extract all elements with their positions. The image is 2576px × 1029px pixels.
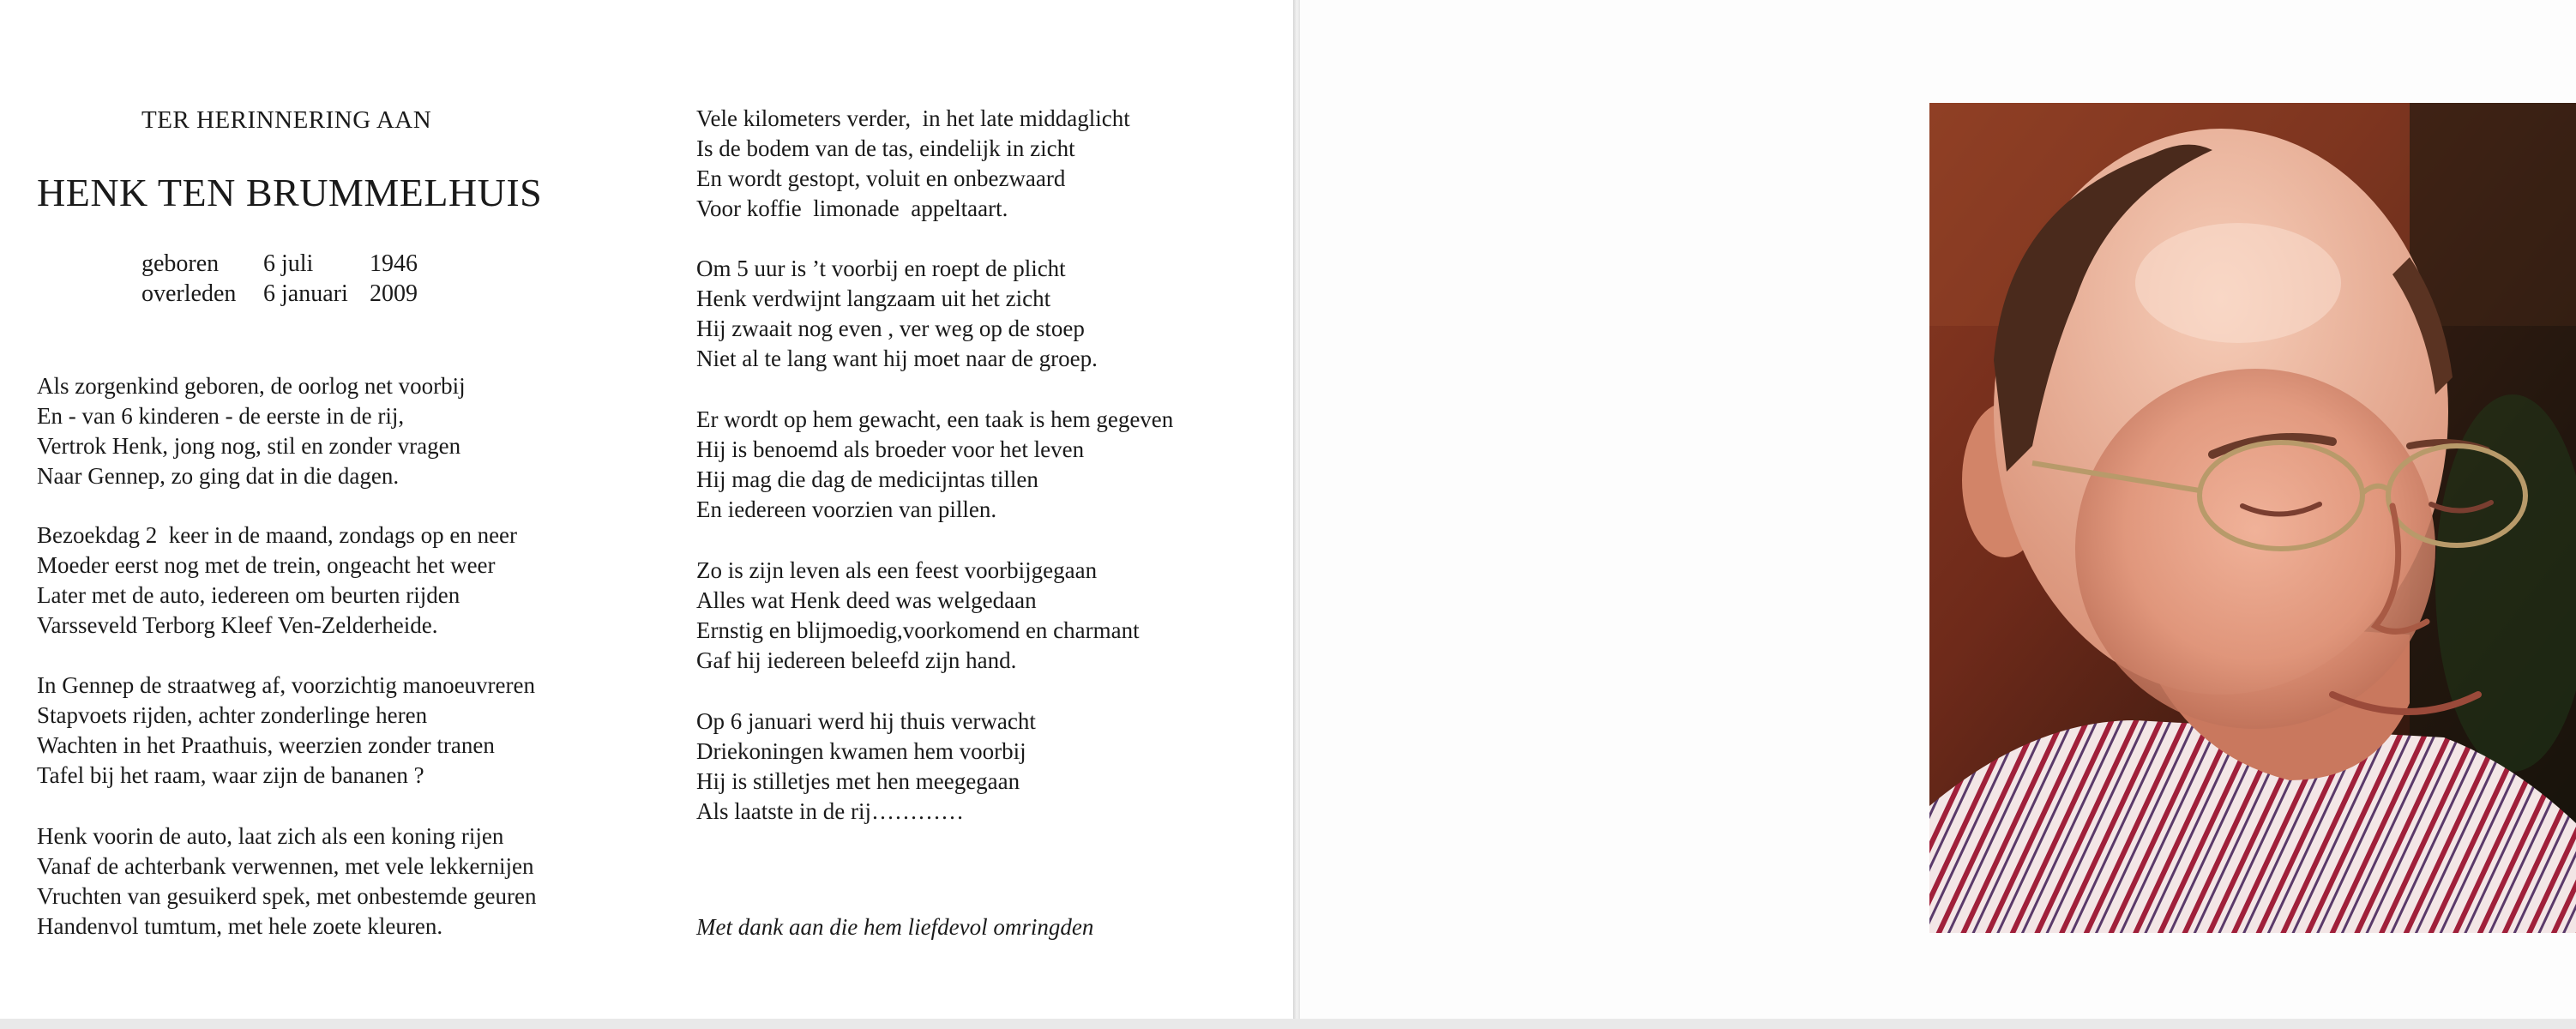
memorial-heading: TER HERINNERING AAN: [141, 106, 432, 134]
poem-line: Gaf hij iedereen beleefd zijn hand.: [696, 647, 1017, 673]
poem-line: Vertrok Henk, jong nog, stil en zonder vragen: [37, 433, 461, 459]
poem-stanza: [37, 671, 535, 791]
death-label: overleden: [141, 280, 237, 307]
poem-line: En wordt gestopt, voluit en onbezwaard: [696, 165, 1066, 191]
poem-stanza: [696, 254, 1098, 374]
death-year: 2009: [370, 280, 418, 307]
poem-line: Als laatste in de rij…………: [696, 798, 964, 824]
poem-line: Handenvol tumtum, met hele zoete kleuren.: [37, 913, 443, 939]
poem-line: En iedereen voorzien van pillen.: [696, 496, 997, 522]
poem-line: Tafel bij het raam, waar zijn de bananen ?: [37, 762, 424, 788]
poem-line: Zo is zijn leven als een feest voorbijgegaan: [696, 557, 1098, 583]
poem-line: Bezoekdag 2 keer in de maand, zondags op en neer: [37, 522, 518, 548]
poem-line: Vanaf de achterbank verwennen, met vele lekkernijen: [37, 853, 534, 879]
poem-stanza: [37, 371, 466, 491]
poem-line: Hij zwaait nog even , ver weg op de stoep: [696, 316, 1085, 341]
poem-line: Hij mag die dag de medicijntas tillen: [696, 466, 1038, 492]
poem-line: Als zorgenkind geboren, de oorlog net voorbij: [37, 373, 466, 399]
card-fold: [1293, 0, 1300, 1029]
poem-line: Op 6 januari werd hij thuis verwacht: [696, 708, 1036, 734]
poem-line: Henk voorin de auto, laat zich als een koning rijen: [37, 823, 504, 849]
poem-line: In Gennep de straatweg af, voorzichtig manoeuvreren: [37, 672, 536, 698]
life-dates: [141, 249, 418, 309]
deceased-name: HENK TEN BRUMMELHUIS: [37, 171, 543, 214]
death-row: [141, 279, 418, 309]
poem-line: Henk verdwijnt langzaam uit het zicht: [696, 286, 1051, 311]
portrait-photo: [1929, 103, 2576, 933]
poem-stanza: [37, 821, 536, 942]
death-date: 6 januari: [263, 280, 348, 307]
birth-date: 6 juli: [263, 250, 314, 277]
poem-line: Hij is benoemd als broeder voor het leven: [696, 436, 1085, 462]
poem-line: Varsseveld Terborg Kleef Ven-Zelderheide.: [37, 612, 438, 638]
poem-line: Moeder eerst nog met de trein, ongeacht het weer: [37, 552, 496, 578]
poem-line: Stapvoets rijden, achter zonderlinge heren: [37, 702, 428, 728]
poem-stanza: [696, 707, 1036, 827]
birth-year: 1946: [370, 250, 418, 277]
poem-line: Om 5 uur is ’t voorbij en roept de plicht: [696, 256, 1066, 281]
poem-stanza: [696, 556, 1140, 676]
thanks-note: Met dank aan die hem liefdevol omringden: [696, 914, 1094, 940]
poem-line: Hij is stilletjes met hen meegegaan: [696, 768, 1020, 794]
poem-line: Vele kilometers verder, in het late middaglicht: [696, 105, 1130, 131]
poem-line: Alles wat Henk deed was welgedaan: [696, 587, 1037, 613]
poem-line: Wachten in het Praathuis, weerzien zonder tranen: [37, 732, 495, 758]
poem-stanza: [696, 104, 1130, 224]
poem-stanza: [696, 405, 1173, 525]
poem-line: Voor koffie limonade appeltaart.: [696, 196, 1008, 221]
birth-label: geboren: [141, 250, 220, 277]
poem-line: Vruchten van gesuikerd spek, met onbestemde geuren: [37, 883, 537, 909]
poem-line: Later met de auto, iedereen om beurten rijden: [37, 582, 460, 608]
poem-line: Driekoningen kwamen hem voorbij: [696, 738, 1026, 764]
poem-line: Naar Gennep, zo ging dat in die dagen.: [37, 463, 400, 489]
scan-edge: [0, 1019, 2576, 1029]
poem-line: Niet al te lang want hij moet naar de groep.: [696, 346, 1098, 371]
poem-stanza: [37, 521, 517, 641]
birth-row: [141, 249, 418, 279]
poem-line: Is de bodem van de tas, eindelijk in zicht: [696, 135, 1075, 161]
poem-line: Ernstig en blijmoedig,voorkomend en charmant: [696, 617, 1140, 643]
poem-line: En - van 6 kinderen - de eerste in de rij,: [37, 403, 405, 429]
poem-line: Er wordt op hem gewacht, een taak is hem gegeven: [696, 406, 1174, 432]
